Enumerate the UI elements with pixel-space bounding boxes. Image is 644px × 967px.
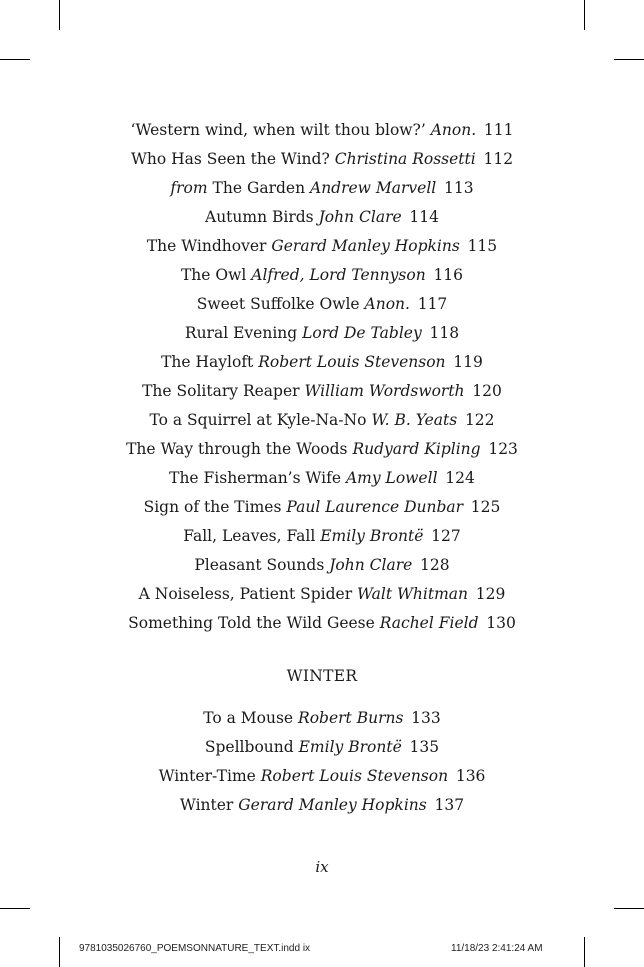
section-heading-winter: WINTER <box>286 667 358 685</box>
contents-entry <box>0 493 644 522</box>
entry-title: Rural Evening <box>184 324 298 342</box>
entry-page: 118 <box>429 324 460 342</box>
entry-title: Sweet Suffolke Owle <box>196 295 360 313</box>
entry-author: W. B. Yeats <box>371 411 458 429</box>
contents-entry <box>0 704 644 733</box>
contents-entry <box>0 406 644 435</box>
entry-title: The Way through the Woods <box>126 440 348 458</box>
entry-title: A Noiseless, Patient Spider <box>138 585 353 603</box>
contents-entry <box>0 435 644 464</box>
entry-author: Rudyard Kipling <box>352 440 481 458</box>
entry-title: To a Mouse <box>203 709 294 727</box>
crop-mark-top-left <box>59 0 60 30</box>
contents-entry <box>0 791 644 820</box>
entry-page: 114 <box>409 208 439 226</box>
contents-entry <box>0 116 644 145</box>
contents-entry <box>0 232 644 261</box>
entry-page: 125 <box>470 498 501 516</box>
contents-entry <box>0 580 644 609</box>
entry-title: Winter <box>179 796 234 814</box>
entry-title: Who Has Seen the Wind? <box>130 150 330 168</box>
entry-author: John Clare <box>329 556 413 574</box>
contents-entry <box>0 609 644 638</box>
entry-title: Pleasant Sounds <box>194 556 325 574</box>
entry-title: The Owl <box>180 266 247 284</box>
entry-title: The Fisherman’s Wife <box>169 469 342 487</box>
contents-entry <box>0 203 644 232</box>
entry-page: 128 <box>420 556 450 574</box>
entry-title: Autumn Birds <box>205 208 314 226</box>
entry-page: 123 <box>488 440 518 458</box>
entry-title: Spellbound <box>204 738 294 756</box>
entry-author: John Clare <box>318 208 402 226</box>
entry-page: 111 <box>483 121 514 139</box>
entry-page: 116 <box>433 266 464 284</box>
contents-entry <box>0 174 644 203</box>
entry-author: Gerard Manley Hopkins <box>271 237 460 255</box>
crop-mark-bottom-left-horizontal <box>0 908 30 909</box>
entry-author: Emily Brontë <box>298 738 402 756</box>
entry-title: Fall, Leaves, Fall <box>183 527 316 545</box>
entry-author: Emily Brontë <box>320 527 424 545</box>
entry-page: 135 <box>409 738 440 756</box>
entry-page: 137 <box>434 796 465 814</box>
entry-title: To a Squirrel at Kyle-Na-No <box>149 411 367 429</box>
contents-entry <box>0 290 644 319</box>
entry-author: Lord De Tabley <box>302 324 422 342</box>
entry-page: 129 <box>475 585 506 603</box>
contents-list <box>0 116 644 638</box>
entry-author: Anon. <box>430 121 477 139</box>
contents-entry <box>0 348 644 377</box>
entry-title: ‘Western wind, when wilt thou blow?’ <box>130 121 426 139</box>
entry-author: Robert Burns <box>298 709 404 727</box>
entry-page: 133 <box>411 709 441 727</box>
entry-title: The Garden <box>212 179 306 197</box>
crop-mark-top-left-horizontal <box>0 59 30 60</box>
contents-entry <box>0 319 644 348</box>
entry-page: 119 <box>453 353 483 371</box>
entry-page: 115 <box>467 237 498 255</box>
entry-page: 117 <box>417 295 448 313</box>
contents-entry <box>0 464 644 493</box>
entry-title: Winter-Time <box>158 767 256 785</box>
crop-mark-top-right-horizontal <box>614 59 644 60</box>
entry-page: 127 <box>431 527 461 545</box>
entry-author: Andrew Marvell <box>310 179 437 197</box>
slug-datetime: 11/18/23 2:41:24 AM <box>451 943 543 954</box>
entry-page: 112 <box>483 150 514 168</box>
contents-entry <box>0 377 644 406</box>
entry-author: Gerard Manley Hopkins <box>238 796 427 814</box>
entry-author: Alfred, Lord Tennyson <box>251 266 426 284</box>
crop-mark-bottom-left <box>59 937 60 967</box>
entry-prefix: from <box>170 179 208 197</box>
winter-contents-list <box>0 704 644 820</box>
entry-title: The Windhover <box>146 237 267 255</box>
contents-entry <box>0 551 644 580</box>
entry-title: Something Told the Wild Geese <box>128 614 375 632</box>
entry-title: Sign of the Times <box>143 498 282 516</box>
entry-page: 130 <box>486 614 516 632</box>
entry-page: 120 <box>472 382 502 400</box>
contents-entry <box>0 733 644 762</box>
contents-entry <box>0 762 644 791</box>
entry-author: Christina Rossetti <box>334 150 476 168</box>
entry-page: 122 <box>464 411 495 429</box>
crop-mark-top-right <box>584 0 585 30</box>
entry-page: 113 <box>444 179 474 197</box>
entry-author: Robert Louis Stevenson <box>260 767 449 785</box>
entry-page: 124 <box>445 469 475 487</box>
entry-page: 136 <box>455 767 486 785</box>
contents-entry <box>0 522 644 551</box>
entry-author: Amy Lowell <box>345 469 438 487</box>
contents-entry <box>0 261 644 290</box>
entry-author: Walt Whitman <box>357 585 469 603</box>
entry-author: Robert Louis Stevenson <box>258 353 446 371</box>
slug-filename: 9781035026760_POEMSONNATURE_TEXT.indd ix <box>79 943 311 954</box>
entry-author: Paul Laurence Dunbar <box>286 498 464 516</box>
crop-mark-bottom-right <box>584 937 585 967</box>
entry-author: Anon. <box>364 295 410 313</box>
entry-title: The Solitary Reaper <box>142 382 300 400</box>
page-folio: ix <box>315 858 329 876</box>
contents-entry <box>0 145 644 174</box>
entry-author: Rachel Field <box>379 614 479 632</box>
entry-author: William Wordsworth <box>304 382 465 400</box>
crop-mark-bottom-right-horizontal <box>614 908 644 909</box>
entry-title: The Hayloft <box>161 353 254 371</box>
